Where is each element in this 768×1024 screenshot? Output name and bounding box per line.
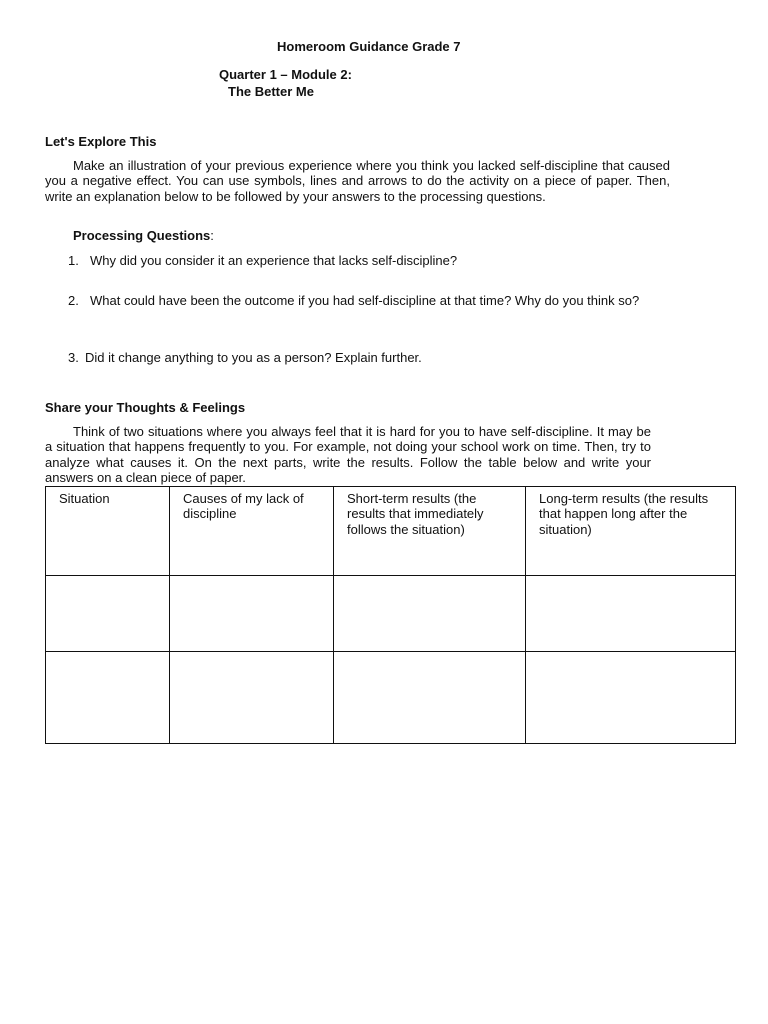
question-1: [68, 253, 670, 269]
processing-questions-label: [73, 228, 214, 243]
processing-questions-title: Processing Questions: [73, 228, 211, 243]
table-row: [46, 652, 736, 744]
table-cell: [170, 652, 334, 744]
table-cell: [334, 652, 526, 744]
table-cell: [170, 576, 334, 652]
explore-heading: Let's Explore This: [45, 134, 157, 149]
module-name: The Better Me: [228, 84, 314, 99]
header-causes: Causes of my lack of discipline: [170, 487, 334, 576]
header-situation: Situation: [46, 487, 170, 576]
share-heading: Share your Thoughts & Feelings: [45, 400, 246, 415]
question-text: Why did you consider it an experience that lacks self-discipline?: [90, 253, 458, 268]
question-number: 2.: [68, 293, 79, 308]
table-row: [46, 576, 736, 652]
share-paragraph: Think of two situations where you always feel that it is hard for you to have self-discipline. It may be a situation that happens frequently to you. For example, not doing your school work on time. Then, try to analyze what causes it. On the next parts, write the results. Follow the table below and write your answers on a clean piece of paper.: [45, 424, 651, 485]
table-cell: [46, 652, 170, 744]
explore-paragraph: Make an illustration of your previous experience where you think you lacked self-discipline that caused you a negative effect. You can use symbols, lines and arrows to do the activity on a piece of paper. Then, write an explanation below to be followed by your answers to the processing questions.: [45, 158, 670, 204]
question-2: [68, 293, 670, 309]
processing-questions-colon: :: [210, 228, 214, 243]
table-cell: [526, 576, 736, 652]
question-number: 1.: [68, 253, 79, 268]
question-text: What could have been the outcome if you had self-discipline at that time? Why do you think so?: [90, 293, 640, 308]
situation-table: [45, 486, 736, 744]
table-cell: [526, 652, 736, 744]
quarter-module-label: Quarter 1 – Module 2:: [219, 67, 352, 82]
header-long-term: Long-term results (the results that happen long after the situation): [526, 487, 736, 576]
table-cell: [46, 576, 170, 652]
table-header-row: [46, 487, 736, 576]
page-title: Homeroom Guidance Grade 7: [277, 39, 461, 54]
question-3: [68, 350, 665, 366]
question-text: Did it change anything to you as a person? Explain further.: [85, 350, 422, 365]
table-cell: [334, 576, 526, 652]
question-number: 3.: [68, 350, 79, 365]
header-short-term: Short-term results (the results that immediately follows the situation): [334, 487, 526, 576]
